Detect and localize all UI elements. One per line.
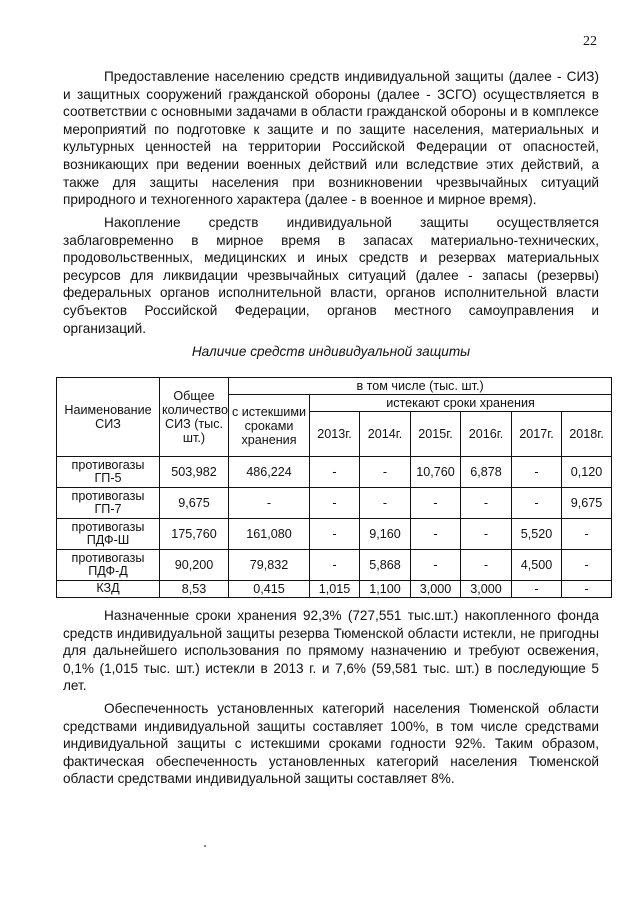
cell-year: 10,760 — [411, 457, 461, 488]
table-row — [57, 550, 612, 581]
cell-year: 5,520 — [512, 519, 562, 550]
table-row — [57, 581, 612, 598]
cell-expired: 486,224 — [229, 457, 310, 488]
cell-name: противогазы ГП-7 — [57, 488, 160, 519]
cell-year: - — [411, 519, 461, 550]
cell-expired: 161,080 — [229, 519, 310, 550]
cell-total: 90,200 — [160, 550, 229, 581]
header-year: 2018г. — [562, 412, 612, 457]
header-name: Наименование СИЗ — [57, 378, 160, 457]
cell-total: 503,982 — [160, 457, 229, 488]
cell-year: - — [411, 550, 461, 581]
cell-year: - — [360, 488, 411, 519]
paragraph-expired-stock: Назначенные сроки хранения 92,3% (727,551 тыс.шт.) накопленного фонда средств индивидуальной защиты резерва Тюменской области истекли, не пригодны для дальнейшего использования по прямому назначению и требуют освежения, 0,1% (1,015 тыс. шт.) истекли в 2013 г. и 7,6% (59,581 тыс. шт.) в последующие 5 лет. — [63, 608, 599, 694]
cell-year: 0,120 — [562, 457, 612, 488]
table-row — [57, 519, 612, 550]
header-year: 2016г. — [461, 412, 512, 457]
cell-year: - — [310, 519, 360, 550]
cell-year: - — [461, 519, 512, 550]
cell-year: - — [411, 488, 461, 519]
header-including: в том числе (тыс. шт.) — [229, 378, 612, 395]
cell-total: 175,760 — [160, 519, 229, 550]
cell-total: 8,53 — [160, 581, 229, 598]
cell-year: - — [562, 519, 612, 550]
header-year: 2015г. — [411, 412, 461, 457]
cell-year: - — [461, 550, 512, 581]
cell-year: - — [310, 457, 360, 488]
cell-year: 9,675 — [562, 488, 612, 519]
cell-year: - — [512, 581, 562, 598]
cell-expired: 0,415 — [229, 581, 310, 598]
paragraph-siz-provision: Предоставление населению средств индивидуальной защиты (далее - СИЗ) и защитных сооружений гражданской обороны (далее - ЗСГО) осуществляется в соответствии с основными задачами в области гражданской обороны и в комплексе мероприятий по подготовке к защите и по защите населения, материальных и культурных ценностей на территории Российской Федерации от опасностей, возникающих при ведении военных действий или вследствие этих действий, а также для защиты населения при возникновении чрезвычайных ситуаций природного и техногенного характера (далее - в военное и мирное время). — [63, 69, 599, 208]
table-row — [57, 488, 612, 519]
cell-expired: 79,832 — [229, 550, 310, 581]
header-year: 2017г. — [512, 412, 562, 457]
cell-year: - — [512, 488, 562, 519]
cell-year: 1,015 — [310, 581, 360, 598]
header-expired: с истекшими сроками хранения — [229, 395, 310, 457]
paragraph-provision-level: Обеспеченность установленных категорий населения Тюменской области средствами индивидуальной защиты составляет 100%, в том числе средствами индивидуальной защиты с истекшими сроками годности 92%. Таким образом, фактическая обеспеченность установленных категорий населения Тюменской области средствами индивидуальной защиты составляет 8%. — [63, 701, 599, 787]
header-total: Общее количество СИЗ (тыс. шт.) — [160, 378, 229, 457]
header-expiring: истекают сроки хранения — [310, 395, 612, 412]
cell-name: КЗД — [57, 581, 160, 598]
cell-year: 4,500 — [512, 550, 562, 581]
cell-year: 3,000 — [461, 581, 512, 598]
cell-year: 3,000 — [411, 581, 461, 598]
cell-name: противогазы ПДФ-Ш — [57, 519, 160, 550]
cell-year: - — [512, 457, 562, 488]
cell-year: - — [562, 550, 612, 581]
cell-year: 5,868 — [360, 550, 411, 581]
cell-year: - — [360, 457, 411, 488]
siz-availability-table — [56, 377, 612, 598]
table-caption: Наличие средств индивидуальной защиты — [191, 344, 471, 359]
paragraph-siz-accumulation: Накопление средств индивидуальной защиты осуществляется заблаговременно в мирное время в запасах материально-технических, продовольственных, медицинских и иных средств и резервах материальных ресурсов для ликвидации чрезвычайных ситуаций (далее - запасы (резервы) федеральных органов исполнительной власти, органов исполнительной власти субъектов Российской Федерации, органов местного самоуправления и организаций. — [63, 215, 599, 336]
cell-year: - — [562, 581, 612, 598]
header-year: 2014г. — [360, 412, 411, 457]
cell-total: 9,675 — [160, 488, 229, 519]
page-number: 22 — [583, 34, 597, 49]
cell-year: 1,100 — [360, 581, 411, 598]
cell-year: - — [461, 488, 512, 519]
cell-year: - — [310, 488, 360, 519]
cell-year: - — [310, 550, 360, 581]
cell-name: противогазы ГП-5 — [57, 457, 160, 488]
cell-name: противогазы ПДФ-Д — [57, 550, 160, 581]
cell-expired: - — [229, 488, 310, 519]
cell-year: 9,160 — [360, 519, 411, 550]
cell-year: 6,878 — [461, 457, 512, 488]
table-row — [57, 457, 612, 488]
scan-speck — [204, 845, 206, 847]
header-year: 2013г. — [310, 412, 360, 457]
